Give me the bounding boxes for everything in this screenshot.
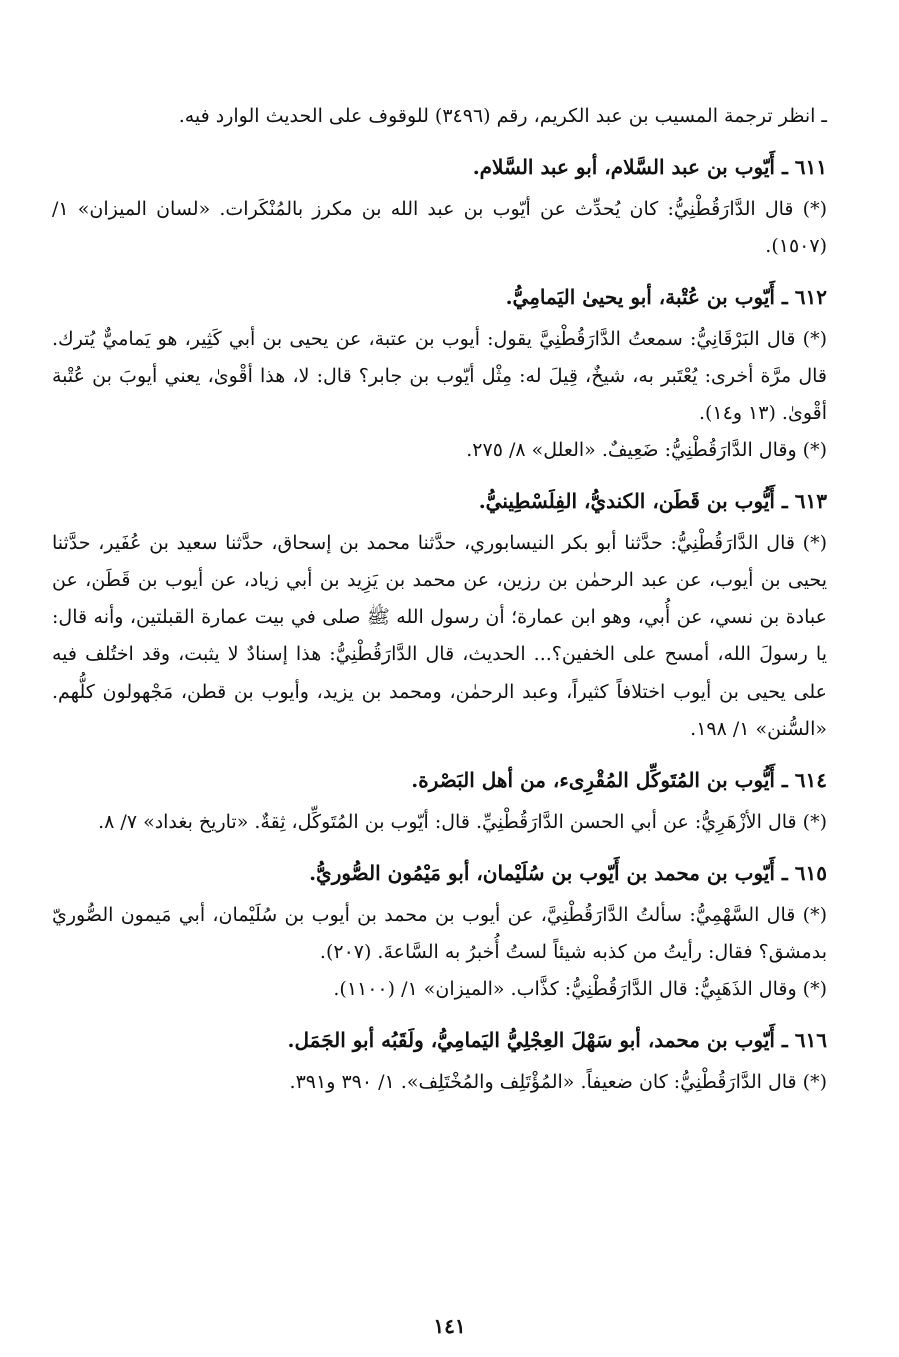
entry-paragraph: (*) قال الدَّارَقُطْنِيُّ: كان ضعيفاً. «المُؤْتَلِف والمُخْتَلِف». ١/ ٣٩٠ و٣٩١.: [289, 1070, 827, 1093]
entry-heading: ٦١٥ ـ أَيّوب بن محمد بن أَيّوب بن سُلَيْمان، أبو مَيْمُون الصُّوريُّ.: [309, 860, 827, 885]
entry-paragraph: (*) قال السَّهْمِيُّ: سألتُ الدَّارَقُطْنِيَّ، عن أيوب بن محمد بن أيوب بن سُلَيْمان، أبي مَيمون الصُّوريّ بدمشق؟ فقال: رأيتُ من كذبه شيئاً لستُ أُخبرُ به السَّاعةَ. (٢٠٧).: [52, 903, 827, 963]
entry-paragraph: (*) وقال الذَهَبِيُّ: قال الدَّارَقُطْنِيُّ: كذَّاب. «الميزان» ١/ (١١٠٠).: [333, 977, 827, 1000]
entry-paragraph: (*) قال الدَّارَقُطْنِيُّ: حدَّثنا أبو بكر النيسابوري، حدَّثنا محمد بن إسحاق، حدَّثنا سعيد بن عُفَير، حدَّثنا يحيى بن أيوب، عن عبد الرحمٰن بن رزين، عن محمد بن يَزِيد بن أبي زياد، عن أيوب بن قَطَن، عن عبادة بن نسي، عن أُبي، وهو ابن عمارة؛ أن رسول الله ﷺ صلى في بيت عمارة القبلتين، وأنه قال: يا رسولَ الله، أمسح على الخفين؟... الحديث، قال الدَّارَقُطْنِيُّ: هذا إسنادٌ لا يثبت، وقد اختُلف فيه على يحيى بن أيوب اختلافاً كثيراً، وعبد الرحمٰن، ومحمد بن يزيد، وأيوب بن قطن، مَجْهولون كلُّهم. «السُّنن» ١/ ١٩٨.: [52, 532, 827, 740]
entry-heading: ٦١٣ ـ أَيُّوب بن قَطَن، الكنديُّ، الفِلَسْطِينيُّ.: [478, 489, 827, 514]
entry-heading: ٦١١ ـ أَيّوب بن عبد السَّلام، أبو عبد السَّلام.: [472, 155, 827, 180]
entry-heading: ٦١٤ ـ أَيُّوب بن المُتَوكِّل المُقْرِىء، من أهل البَصْرة.: [411, 767, 827, 792]
page-number: ١٤١: [433, 1314, 466, 1338]
entry-613: [52, 483, 827, 747]
entry-paragraph: (*) قال البَرْقَانِيُّ: سمعتُ الدَّارَقُطْنِيَّ يقول: أيوب بن عتبة، عن يحيى بن أبي كَثِير، هو يَماميٌّ يُترك. قال مرَّة أخرى: يُعْتَبر به، شيخٌ، قِيلَ له: مِثْل أيّوب بن جابر؟ قال: لا، هذا أقْوىٰ، يعني أيوبَ بن عُتْبة أقْوىٰ. (١٣ و١٤).: [52, 328, 827, 425]
entry-heading: ٦١٢ ـ أَيّوب بن عُتْبة، أبو يحيىٰ اليَمامِيُّ.: [505, 285, 827, 310]
entry-611: [52, 149, 827, 265]
entry-paragraph: (*) قال الدَّارَقُطْنِيُّ: كان يُحدِّث عن أيّوب بن عبد الله بن مكرز بالمُنْكَرات. «لسان الميزان» ١/ (١٥٠٧).: [52, 198, 827, 258]
entry-612: [52, 279, 827, 469]
entry-paragraph: (*) قال الأزْهَرِيُّ: عن أبي الحسن الدَّارَقُطْنِيِّ. قال: أيّوب بن المُتَوكِّل، ثِقةٌ. «تاريخ بغداد» ٧/ ٨.: [98, 810, 827, 833]
entry-paragraph: (*) وقال الدَّارَقُطْنِيُّ: ضَعِيفٌ. «العلل» ٨/ ٢٧٥.: [466, 439, 827, 462]
entry-614: [52, 762, 827, 841]
entry-615: [52, 855, 827, 1008]
intro-note: ـ انظر ترجمة المسيب بن عبد الكريم، رقم (٣٤٩٦) للوقوف على الحديث الوارد فيه.: [178, 105, 827, 127]
entry-heading: ٦١٦ ـ أَيّوب بن محمد، أبو سَهْلَ العِجْلِيُّ اليَمامِيُّ، ولَقَبُه أبو الجَمَل.: [287, 1027, 827, 1052]
entry-616: [52, 1022, 827, 1101]
page-content: [52, 98, 827, 1101]
